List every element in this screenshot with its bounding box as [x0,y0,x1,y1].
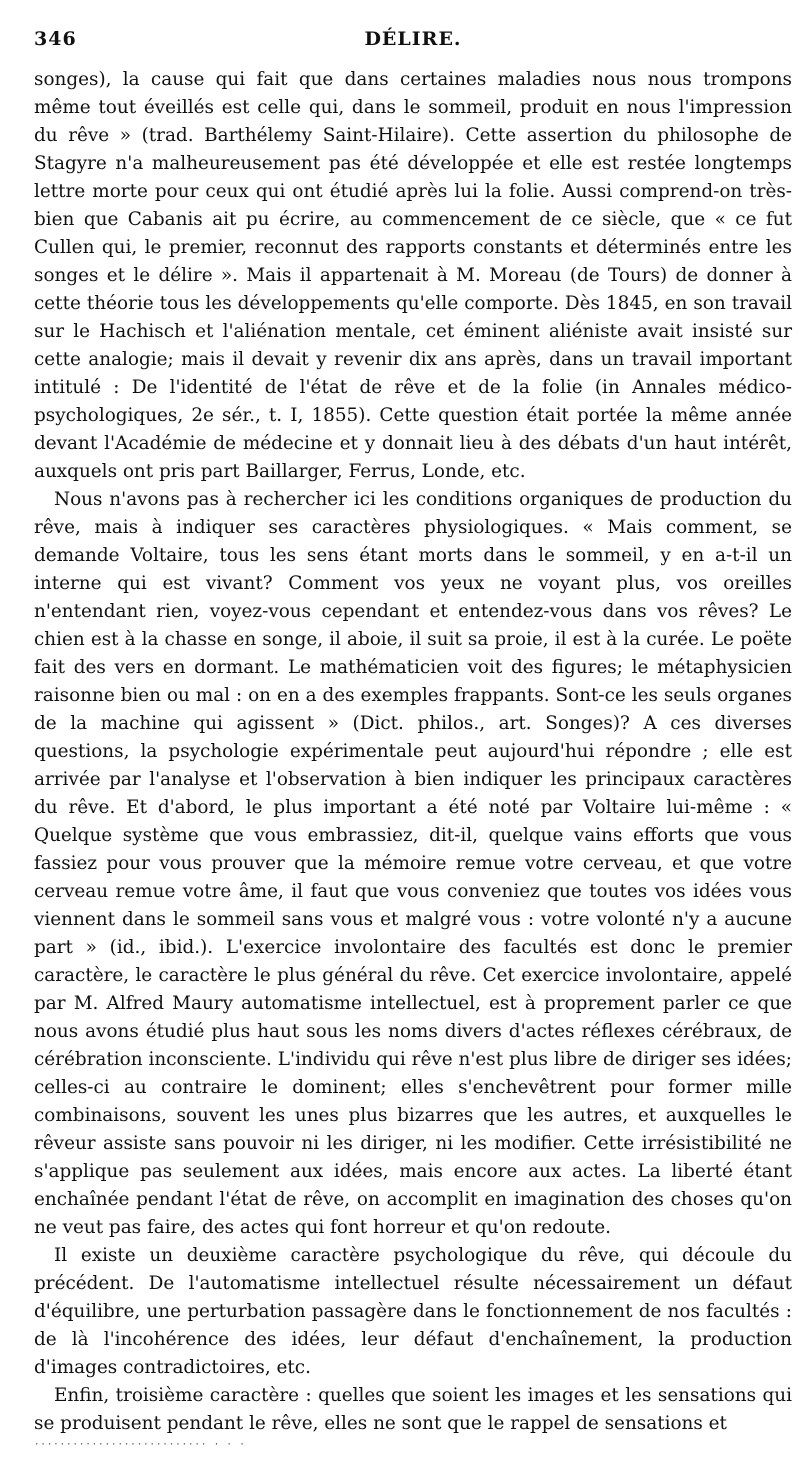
book-page [34,28,792,1438]
paragraph: Enfin, troisième caractère : quelles que soient les images et les sensations qui se produisent pendant le rêve, elles ne sont que le rappel de sensations et [34,1385,792,1434]
paragraph: Il existe un deuxième caractère psychologique du rêve, qui découle du précédent. De l'automatisme intellectuel résulte nécessairement un défaut d'équilibre, une perturbation passagère dans le fonctionnement de nos facultés : de là l'incohérence des idées, leur défaut d'enchaînement, la production d'images contradictoires, etc. [34,1245,792,1378]
body-text [34,66,792,1438]
page-number: 346 [34,28,77,50]
running-title: DÉLIRE. [364,28,462,50]
footer-dotted-rule: ··························· · · · [34,1440,246,1450]
paragraph: songes), la cause qui fait que dans certaines maladies nous nous trompons même tout éveillés est celle qui, dans le sommeil, produit en nous l'impression du rêve » (trad. Barthélemy Saint-Hilaire). Cette assertion du philosophe de Stagyre n'a malheureusement pas été développée et elle est restée longtemps lettre morte pour ceux qui ont étudié après lui la folie. Aussi comprend-on très-bien que Cabanis ait pu écrire, au commencement de ce siècle, que « ce fut Cullen qui, le premier, reconnut des rapports constants et déterminés entre les songes et le délire ». Mais il appartenait à M. Moreau (de Tours) de donner à cette théorie tous les développements qu'elle comporte. Dès 1845, en son travail sur le Hachisch et l'aliénation mentale, cet éminent aliéniste avait insisté sur cette analogie; mais il devait y revenir dix ans après, dans un travail important intitulé : De l'identité de l'état de rêve et de la folie (in Annales médico-psychologiques, 2e sér., t. I, 1855). Cette question était portée la même année devant l'Académie de médecine et y donnait lieu à des débats d'un haut intérêt, auxquels ont pris part Baillarger, Ferrus, Londe, etc. [34,69,792,482]
page-header [34,28,792,58]
paragraph: Nous n'avons pas à rechercher ici les conditions organiques de production du rêve, mais à indiquer ses caractères physiologiques. « Mais comment, se demande Voltaire, tous les sens étant morts dans le sommeil, y en a-t-il un interne qui est vivant? Comment vos yeux ne voyant plus, vos oreilles n'entendant rien, voyez-vous cependant et entendez-vous dans vos rêves? Le chien est à la chasse en songe, il aboie, il suit sa proie, il est à la curée. Le poëte fait des vers en dormant. Le mathématicien voit des figures; le métaphysicien raisonne bien ou mal : on en a des exemples frappants. Sont-ce les seuls organes de la machine qui agissent » (Dict. philos., art. Songes)? A ces diverses questions, la psychologie expérimentale peut aujourd'hui répondre ; elle est arrivée par l'analyse et l'observation à bien indiquer les principaux caractères du rêve. Et d'abord, le plus important a été noté par Voltaire lui-même : « Quelque système que vous embrassiez, dit-il, quelque vains efforts que vous fassiez pour vous prouver que la mémoire remue votre cerveau, et que votre cerveau remue votre âme, il faut que vous conveniez que toutes vos idées vous viennent dans le sommeil sans vous et malgré vous : votre volonté n'y a aucune part » (id., ibid.). L'exercice involontaire des facultés est donc le premier caractère, le caractère le plus général du rêve. Cet exercice involontaire, appelé par M. Alfred Maury automatisme intellectuel, est à proprement parler ce que nous avons étudié plus haut sous les noms divers d'actes réflexes cérébraux, de cérébration inconsciente. L'individu qui rêve n'est plus libre de diriger ses idées; celles-ci au contraire le dominent; elles s'enchevêtrent pour former mille combinaisons, souvent les unes plus bizarres que les autres, et auxquelles le rêveur assiste sans pouvoir ni les diriger, ni les modifier. Cette irrésistibilité ne s'applique pas seulement aux idées, mais encore aux actes. La liberté étant enchaînée pendant l'état de rêve, on accomplit en imagination des choses qu'on ne veut pas faire, des actes qui font horreur et qu'on redoute. [34,489,792,1238]
